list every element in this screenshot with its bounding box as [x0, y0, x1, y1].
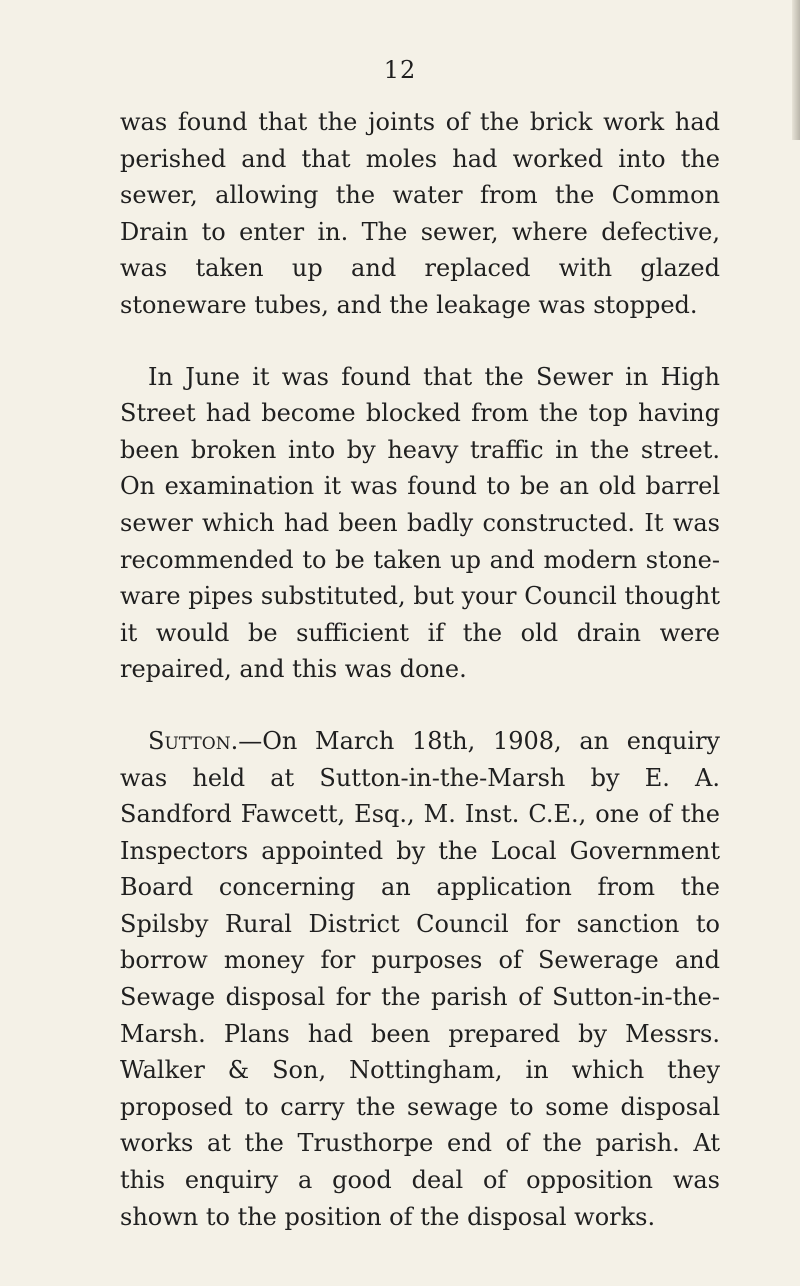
paragraph-high-street-sewer: In June it was found that the Sewer in High Street had become blocked from the top having been broken into by heavy traffic in the street. On examination it was found to be an old barrel sewer which had been badly constructed. It was recommended to be taken up and modern stone-ware pipes substituted, but your Council thought it would be sufficient if the old drain were repaired, and this was done. — [120, 362, 720, 684]
paragraph-sutton-enquiry — [120, 723, 720, 1235]
paragraph-sewer-repair: was found that the joints of the brick work had perished and that moles had worked into the sewer, allowing the water from the Common Drain to enter in. The sewer, where defective, was taken up and replaced with glazed stoneware tubes, and the leakage was stopped. — [120, 108, 720, 319]
paragraph-sutton-text: —On March 18th, 1908, an enquiry was held at Sutton-in-the-Marsh by E. A. Sandford Fawcett, Esq., M. Inst. C.E., one of the Inspectors appointed by the Local Government Board concerning an application from the Spilsby Rural District Council for sanction to borrow money for purposes of Sewerage and Sewage disposal for the parish of Sutton-in-the-Marsh. Plans had been prepared by Messrs. Walker & Son, Nottingham, in which they proposed to carry the sewage to some disposal works at the Trusthorpe end of the parish. At this enquiry a good deal of opposition was shown to the position of the disposal works. — [120, 726, 720, 1231]
page-number: 12 — [383, 56, 417, 84]
body-text — [120, 104, 720, 1235]
section-lead-sutton: Sutton. — [148, 726, 239, 755]
